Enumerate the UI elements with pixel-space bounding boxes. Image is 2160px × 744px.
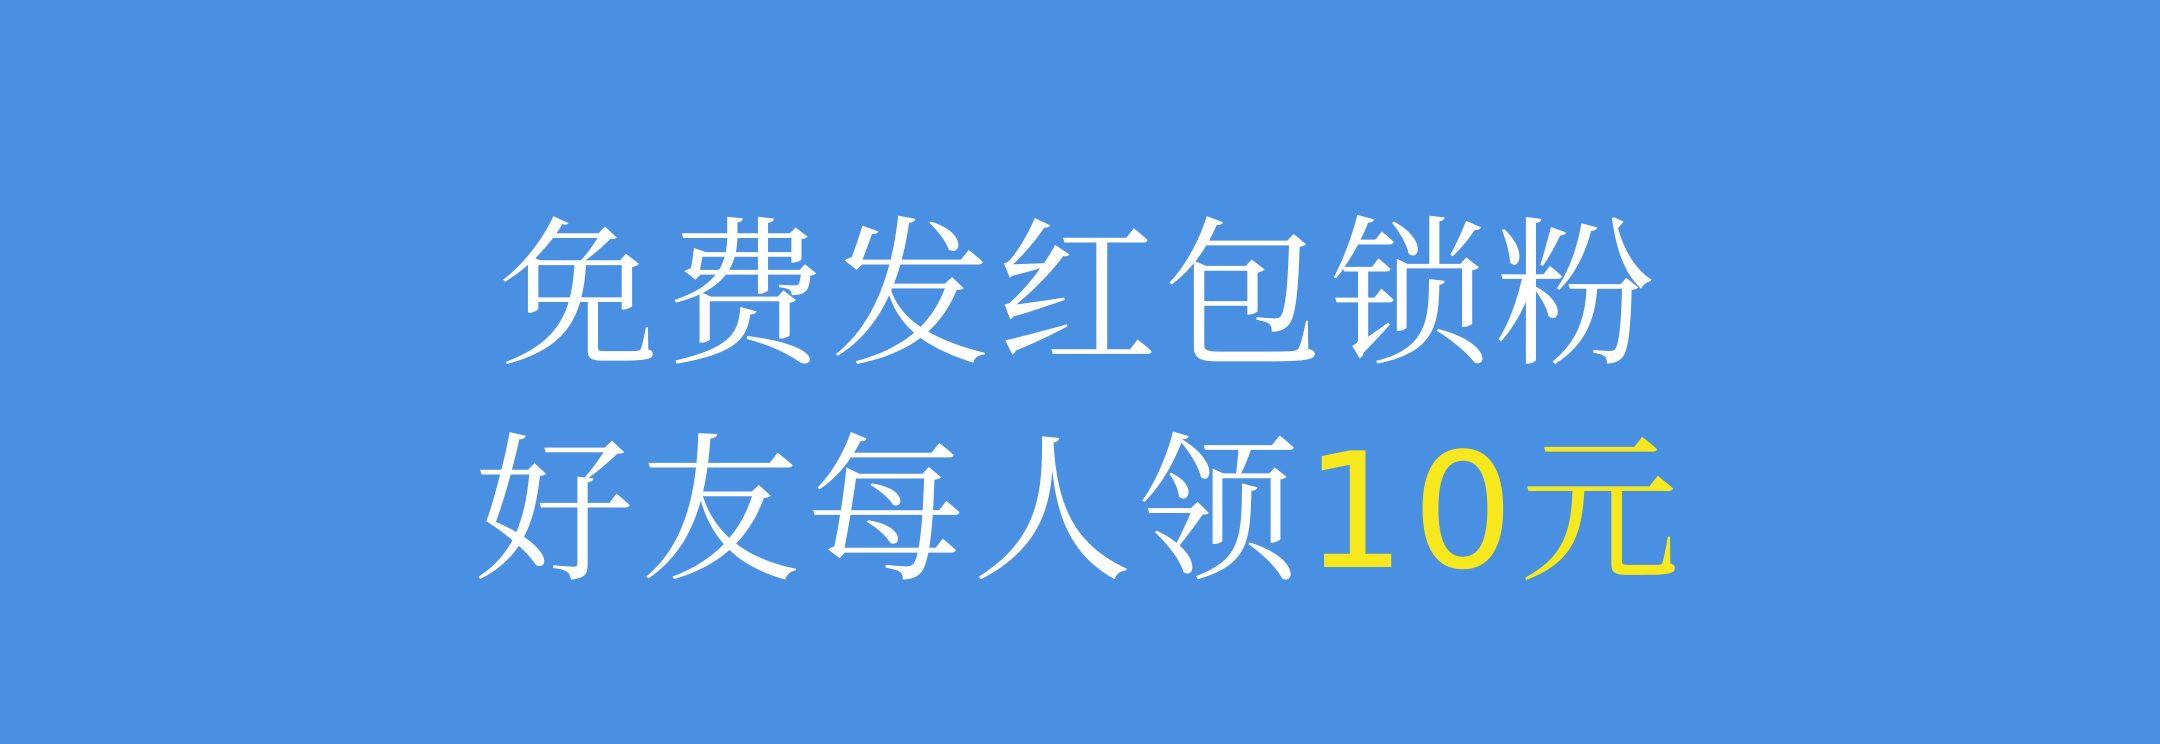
reward-amount: 10元 [1304, 418, 1686, 605]
headline: 免费发红包锁粉 [498, 202, 1661, 389]
subheadline-text: 好友每人领 [474, 418, 1305, 605]
subheadline [0, 418, 2160, 605]
